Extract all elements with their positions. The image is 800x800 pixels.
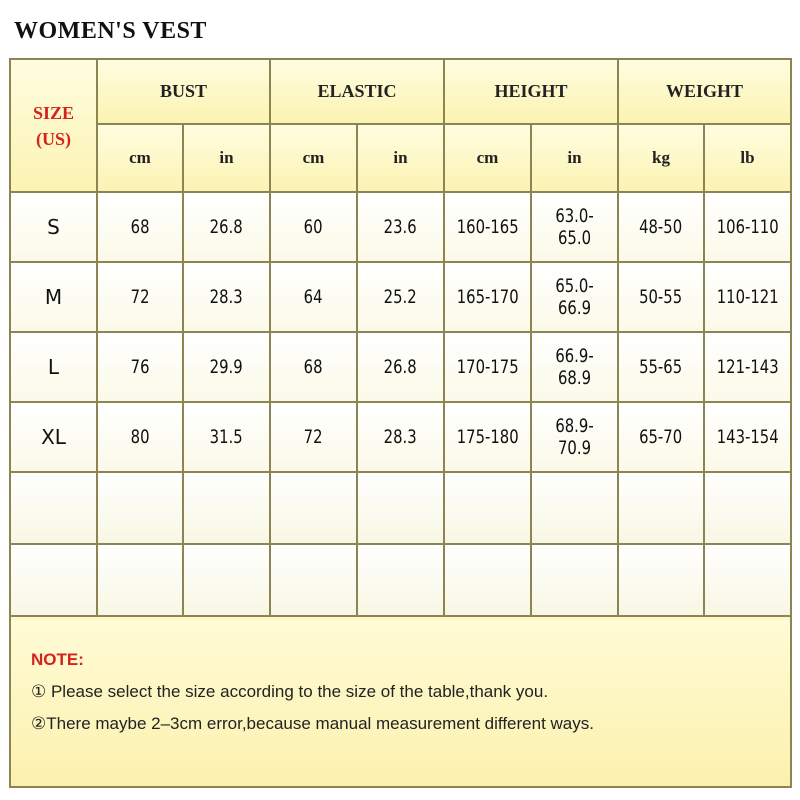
empty-cell xyxy=(183,472,270,544)
table-cell xyxy=(704,192,790,262)
cell-value: 170-175 xyxy=(456,356,519,378)
cell-value: 25.2 xyxy=(383,286,418,308)
table-cell xyxy=(444,192,531,262)
cell-value: 76 xyxy=(130,356,150,378)
empty-cell xyxy=(11,544,97,616)
unit-header: in xyxy=(357,124,444,192)
empty-cell xyxy=(444,544,531,616)
empty-cell xyxy=(97,472,183,544)
note-title: NOTE: xyxy=(31,650,84,669)
table-cell xyxy=(531,332,618,402)
empty-cell xyxy=(531,472,618,544)
cell-value: 68 xyxy=(130,216,150,238)
note-line-2: ②There maybe 2–3cm error,because manual measurement different ways. xyxy=(31,714,594,733)
page-title: WOMEN'S VEST xyxy=(14,18,207,44)
empty-cell xyxy=(11,472,97,544)
table-cell xyxy=(618,402,704,472)
table-cell xyxy=(97,192,183,262)
cell-value: 63.0-65.0 xyxy=(555,205,594,249)
table-cell xyxy=(357,192,444,262)
table-cell xyxy=(183,262,270,332)
table-cell xyxy=(704,262,790,332)
cell-value: 65-70 xyxy=(639,426,683,448)
unit-header: in xyxy=(183,124,270,192)
cell-value: 175-180 xyxy=(456,426,519,448)
table-cell xyxy=(357,402,444,472)
cell-value: 80 xyxy=(130,426,150,448)
table-cell xyxy=(444,332,531,402)
empty-cell xyxy=(704,544,790,616)
table-cell xyxy=(270,332,357,402)
size-header-unit: (US) xyxy=(36,128,71,149)
table-cell xyxy=(444,262,531,332)
size-label: L xyxy=(11,332,97,402)
table-cell xyxy=(97,262,183,332)
size-label: XL xyxy=(11,402,97,472)
header-group-row xyxy=(11,60,790,124)
table-cell xyxy=(618,332,704,402)
unit-header: in xyxy=(531,124,618,192)
empty-row xyxy=(11,544,790,616)
size-label: M xyxy=(11,262,97,332)
cell-value: 31.5 xyxy=(209,426,244,448)
table-row xyxy=(11,332,790,402)
table-cell xyxy=(183,332,270,402)
cell-value: 66.9-68.9 xyxy=(555,345,594,389)
cell-value: 23.6 xyxy=(383,216,418,238)
table-cell xyxy=(357,262,444,332)
cell-value: 72 xyxy=(130,286,150,308)
cell-value: 106-110 xyxy=(716,216,779,238)
table-row xyxy=(11,262,790,332)
cell-value: 72 xyxy=(304,426,323,448)
empty-cell xyxy=(531,544,618,616)
cell-value: 28.3 xyxy=(209,286,244,308)
cell-value: 143-154 xyxy=(716,426,779,448)
cell-value: 26.8 xyxy=(209,216,244,238)
cell-value: 29.9 xyxy=(209,356,244,378)
notes-section xyxy=(11,620,790,786)
unit-header: cm xyxy=(444,124,531,192)
table-cell xyxy=(183,402,270,472)
empty-cell xyxy=(183,544,270,616)
unit-header: lb xyxy=(704,124,790,192)
cell-value: 64 xyxy=(304,286,323,308)
table-cell xyxy=(97,332,183,402)
table-cell xyxy=(618,262,704,332)
empty-cell xyxy=(357,472,444,544)
table-cell xyxy=(270,402,357,472)
cell-value: 65.0-66.9 xyxy=(555,275,594,319)
unit-header: cm xyxy=(270,124,357,192)
table-cell xyxy=(531,262,618,332)
cell-value: 26.8 xyxy=(383,356,418,378)
empty-cell xyxy=(357,544,444,616)
cell-value: 110-121 xyxy=(716,286,779,308)
table-cell xyxy=(704,332,790,402)
cell-value: 50-55 xyxy=(639,286,683,308)
table-cell xyxy=(704,402,790,472)
table-cell xyxy=(531,192,618,262)
empty-cell xyxy=(618,544,704,616)
table-cell xyxy=(357,332,444,402)
size-table xyxy=(11,60,790,617)
cell-value: 48-50 xyxy=(639,216,683,238)
empty-cell xyxy=(97,544,183,616)
group-header-bust: BUST xyxy=(97,60,270,124)
table-row xyxy=(11,402,790,472)
table-cell xyxy=(618,192,704,262)
group-header-elastic: ELASTIC xyxy=(270,60,444,124)
header-unit-row xyxy=(11,124,790,192)
size-header xyxy=(11,60,97,192)
cell-value: 68 xyxy=(304,356,323,378)
empty-cell xyxy=(270,544,357,616)
unit-header: kg xyxy=(618,124,704,192)
group-header-height: HEIGHT xyxy=(444,60,618,124)
table-row xyxy=(11,192,790,262)
cell-value: 68.9-70.9 xyxy=(555,415,594,459)
table-cell xyxy=(270,262,357,332)
table-cell xyxy=(531,402,618,472)
cell-value: 160-165 xyxy=(456,216,519,238)
empty-cell xyxy=(444,472,531,544)
table-cell xyxy=(444,402,531,472)
cell-value: 165-170 xyxy=(456,286,519,308)
empty-row xyxy=(11,472,790,544)
empty-cell xyxy=(618,472,704,544)
group-header-weight: WEIGHT xyxy=(618,60,790,124)
cell-value: 55-65 xyxy=(639,356,683,378)
empty-cell xyxy=(704,472,790,544)
cell-value: 121-143 xyxy=(716,356,779,378)
size-label: S xyxy=(11,192,97,262)
note-line-1: ① Please select the size according to the size of the table,thank you. xyxy=(31,682,549,701)
table-cell xyxy=(270,192,357,262)
size-header-label: SIZE xyxy=(32,102,75,123)
empty-cell xyxy=(270,472,357,544)
cell-value: 60 xyxy=(304,216,323,238)
unit-header: cm xyxy=(97,124,183,192)
size-chart xyxy=(9,58,792,788)
table-cell xyxy=(97,402,183,472)
table-cell xyxy=(183,192,270,262)
cell-value: 28.3 xyxy=(383,426,418,448)
